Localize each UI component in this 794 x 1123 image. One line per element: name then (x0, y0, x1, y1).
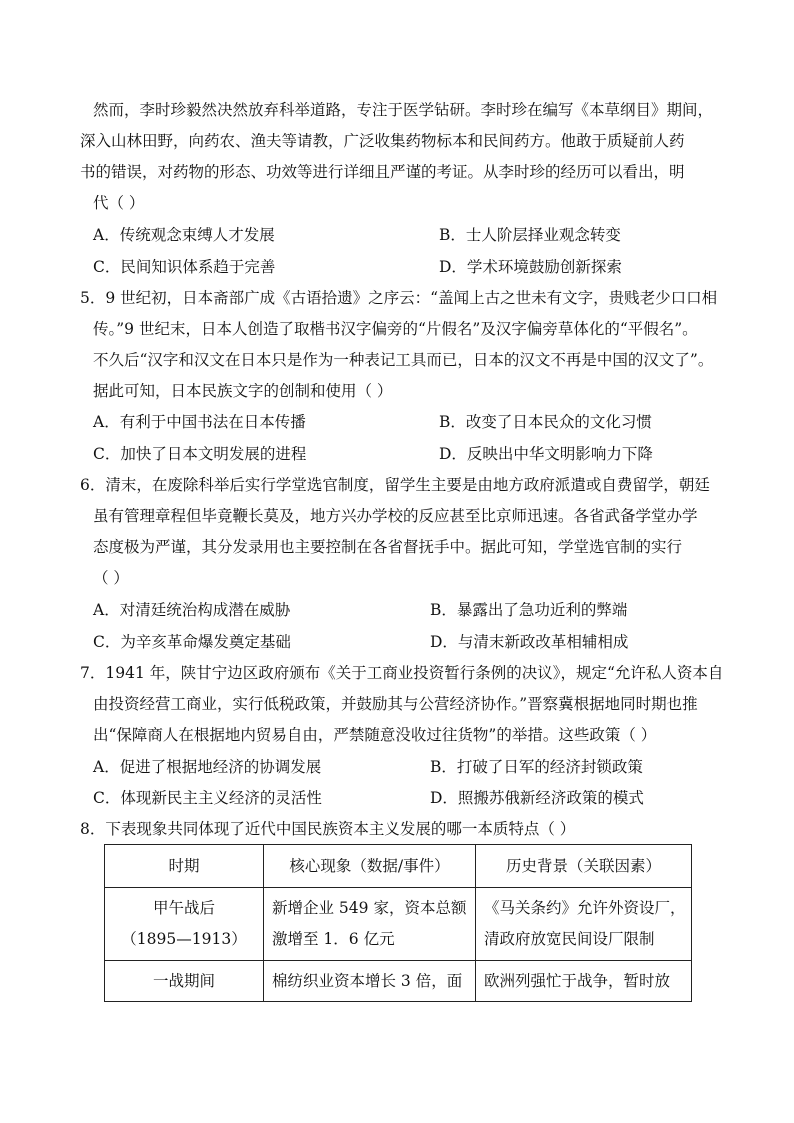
stem-line: 不久后“汉字和汉文在日本只是作为一种表记工具而已，日本的汉文不再是中国的汉文了”。 (93, 351, 714, 369)
table-header-cell: 核心现象（数据/事件） (264, 845, 476, 888)
option-a: A．传统观念束缚人才发展 (93, 226, 275, 244)
table-header-row (105, 845, 692, 888)
stem-line: 然而，李时珍毅然决然放弃科举道路，专注于医学钻研。李时珍在编写《本草纲目》期间， (93, 101, 714, 119)
cell-text: 《马关条约》允许外资设厂， (484, 899, 686, 917)
stem-line: 由投资经营工商业，实行低税政策，并鼓励其与公营经济协作。”晋察冀根据地同时期也推 (93, 695, 698, 713)
stem-line: 6．清末，在废除科举后实行学堂选官制度，留学生主要是由地方政府派遣或自费留学，朝廷 (80, 476, 710, 494)
option-c: C．为辛亥革命爆发奠定基础 (93, 633, 291, 651)
cell-text: 激增至 1．6 亿元 (272, 930, 395, 948)
cell-text: 棉纺织业资本增长 3 倍，面 (272, 971, 463, 990)
option-b: B．改变了日本民众的文化习惯 (439, 413, 652, 431)
stem-line: 7．1941 年，陕甘宁边区政府颁布《关于工商业投资暂行条例的决议》，规定“允许私人资本自 (80, 664, 724, 682)
cell-text: 清政府放宽民间设厂限制 (484, 930, 655, 948)
table-cell-background (476, 888, 692, 961)
data-table (104, 844, 692, 1002)
option-d: D．照搬苏俄新经济政策的模式 (430, 789, 644, 807)
option-a: A．对清廷统治构成潜在威胁 (93, 601, 291, 619)
cell-text: （1895—1913） (121, 930, 247, 948)
stem-line: 据此可知，日本民族文字的创制和使用（ ） (93, 382, 393, 400)
option-c: C．加快了日本文明发展的进程 (93, 445, 307, 463)
table-row (105, 888, 692, 961)
cell-text: 甲午战后 (152, 899, 215, 917)
stem-line: 代（ ） (93, 194, 145, 212)
stem-line: 出“保障商人在根据地内贸易自由，严禁随意没收过往货物”的举措。这些政策（ ） (93, 726, 657, 744)
table-cell-period (105, 961, 264, 1002)
cell-text: 一战期间 (152, 971, 215, 990)
table-cell-background (476, 961, 692, 1002)
stem-line: 虽有管理章程但毕竟鞭长莫及，地方兴办学校的反应甚至比京师迅速。各省武备学堂办学 (93, 507, 698, 525)
option-d: D．学术环境鼓励创新探索 (439, 258, 622, 276)
cell-text: 欧洲列强忙于战争，暂时放 (484, 971, 671, 990)
table-cell-period (105, 888, 264, 961)
option-a: A．促进了根据地经济的协调发展 (93, 758, 322, 776)
cell-text: 新增企业 549 家，资本总额 (272, 899, 467, 917)
option-a: A．有利于中国书法在日本传播 (93, 413, 306, 431)
option-b: B．打破了日军的经济封锁政策 (430, 758, 643, 776)
table-cell-phenomenon (264, 888, 476, 961)
option-b: B．士人阶层择业观念转变 (439, 226, 621, 244)
stem-line: 深入山林田野，向药农、渔夫等请教，广泛收集药物标本和民间药方。他敢于质疑前人药 (80, 132, 685, 150)
table-cell-phenomenon (264, 961, 476, 1002)
option-c: C．民间知识体系趋于完善 (93, 258, 276, 276)
stem-line: 传。”9 世纪末，日本人创造了取楷书汉字偏旁的“片假名”及汉字偏旁草体化的“平假名”。 (93, 320, 698, 338)
option-b: B．暴露出了急功近利的弊端 (430, 601, 628, 619)
option-c: C．体现新民主主义经济的灵活性 (93, 789, 322, 807)
table-header-cell: 历史背景（关联因素） (476, 845, 692, 888)
stem-line: 态度极为严谨，其分发录用也主要控制在各省督抚手中。据此可知，学堂选官制的实行 (93, 538, 683, 556)
stem-line: 书的错误，对药物的形态、功效等进行详细且严谨的考证。从李时珍的经历可以看出，明 (80, 163, 685, 181)
option-d: D．反映出中华文明影响力下降 (439, 445, 653, 463)
stem-line: 8．下表现象共同体现了近代中国民族资本主义发展的哪一本质特点（ ） (80, 820, 576, 838)
table-row (105, 961, 692, 1002)
stem-line: 5．9 世纪初，日本斋部广成《古语拾遗》之序云：“盖闻上古之世未有文字，贵贱老少口口相 (80, 289, 718, 307)
option-d: D．与清末新政改革相辅相成 (430, 633, 629, 651)
table-header-cell: 时期 (105, 845, 264, 888)
stem-line: （ ） (93, 569, 129, 587)
